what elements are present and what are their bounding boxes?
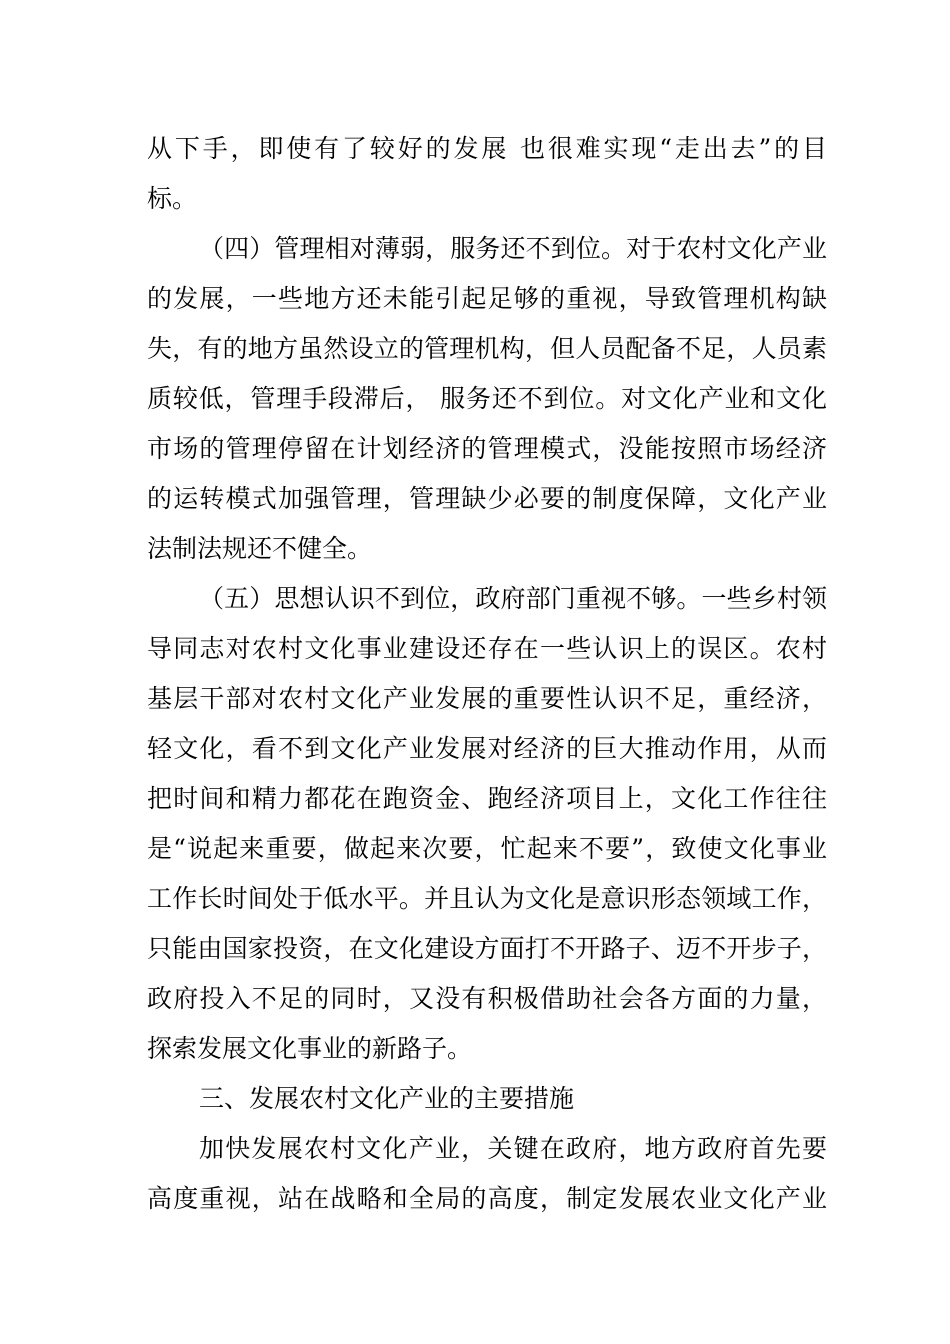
text-line: 是“说起来重要，做起来次要，忙起来不要”，致使文化事业	[147, 834, 827, 863]
chapter-heading-3: 三、发展农村文化产业的主要措施	[199, 1084, 575, 1113]
section-heading-5: （五）思想认识不到位，政府部门重视不够。一些乡村领	[199, 584, 827, 613]
text-line: 把时间和精力都花在跑资金、跑经济项目上，文化工作往往	[147, 784, 827, 813]
text-line: 失，有的地方虽然设立的管理机构，但人员配备不足，人员素	[147, 334, 827, 363]
text-line: 工作长时间处于低水平。并且认为文化是意识形态领域工作，	[147, 884, 827, 913]
text-line: 基层干部对农村文化产业发展的重要性认识不足，重经济，	[147, 684, 827, 713]
text-line: 法制法规还不健全。	[147, 534, 373, 563]
text-line: 高度重视，站在战略和全局的高度，制定发展农业文化产业	[147, 1184, 827, 1213]
text-line: 加快发展农村文化产业，关键在政府，地方政府首先要	[199, 1134, 827, 1163]
text-line: 探索发展文化事业的新路子。	[147, 1034, 473, 1063]
text-line: 轻文化，看不到文化产业发展对经济的巨大推动作用，从而	[147, 734, 827, 763]
section-heading-4: （四）管理相对薄弱，服务还不到位。对于农村文化产业	[199, 234, 827, 263]
text-line: 的发展，一些地方还未能引起足够的重视，导致管理机构缺	[147, 284, 827, 313]
text-line: 导同志对农村文化事业建设还存在一些认识上的误区。农村	[147, 634, 827, 663]
text-line: 从下手，即使有了较好的发展 也很难实现“走出去”的目	[147, 134, 827, 163]
text-line: 质较低，管理手段滞后， 服务还不到位。对文化产业和文化	[147, 384, 827, 413]
text-line: 的运转模式加强管理，管理缺少必要的制度保障，文化产业	[147, 484, 827, 513]
text-line: 标。	[147, 184, 198, 213]
text-line: 政府投入不足的同时，又没有积极借助社会各方面的力量，	[147, 984, 827, 1013]
text-line: 只能由国家投资，在文化建设方面打不开路子、迈不开步子，	[147, 934, 827, 963]
text-line: 市场的管理停留在计划经济的管理模式，没能按照市场经济	[147, 434, 827, 463]
